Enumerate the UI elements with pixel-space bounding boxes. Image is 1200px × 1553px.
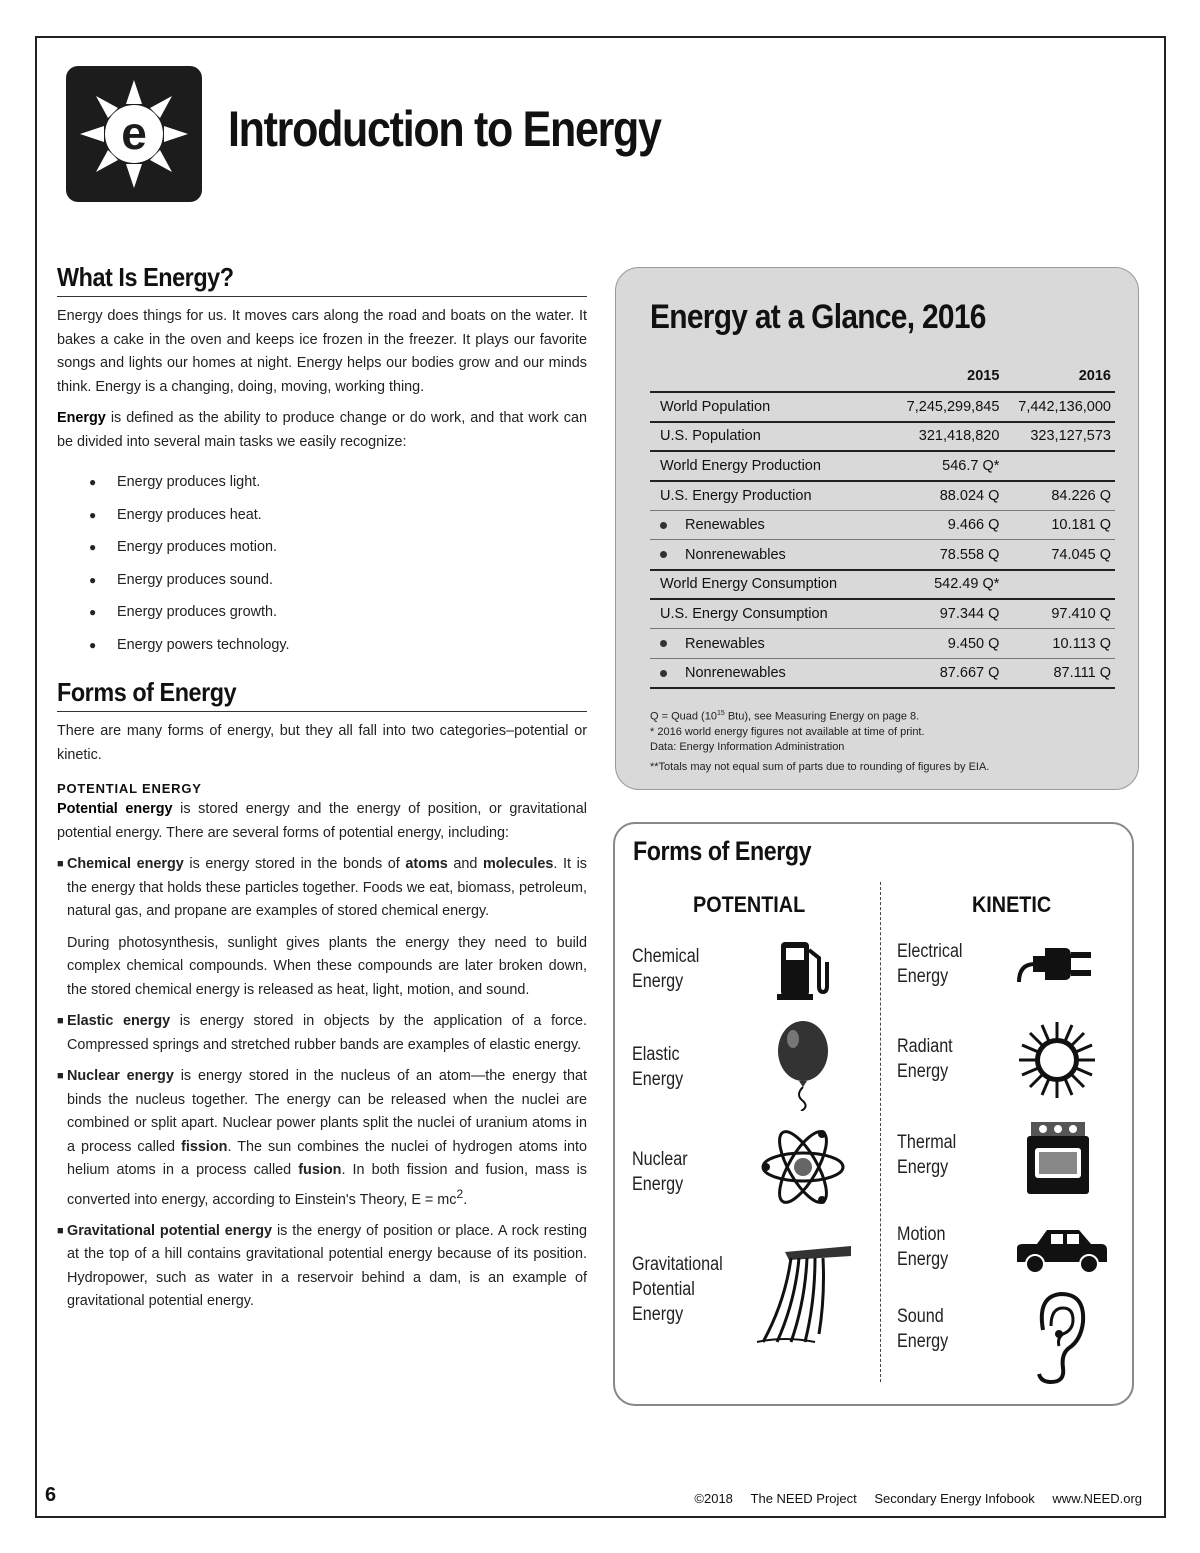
fission-term: fission xyxy=(181,1138,228,1155)
row-label xyxy=(650,570,892,600)
balloon-icon xyxy=(773,1019,833,1111)
value-2015: 9.450 Q xyxy=(892,629,1004,659)
potential-energy-subheading: POTENTIAL ENERGY xyxy=(57,781,202,796)
radiant-energy-label xyxy=(897,1034,953,1084)
value-2015: 87.667 Q xyxy=(892,658,1004,688)
row-label xyxy=(650,629,892,659)
value-2015: 78.558 Q xyxy=(892,540,1004,570)
elastic-energy-item xyxy=(57,1010,587,1057)
what-is-energy-heading: What Is Energy? xyxy=(57,262,234,292)
left-column xyxy=(57,262,587,1314)
list-item: ● Energy produces light. xyxy=(89,466,587,499)
footer-book: Secondary Energy Infobook xyxy=(874,1491,1035,1506)
potential-column-heading: POTENTIAL xyxy=(693,892,806,917)
row-label-text: U.S. Population xyxy=(660,428,761,445)
value-2015: 7,245,299,845 xyxy=(892,392,1004,422)
value-2016 xyxy=(1003,451,1115,481)
label-line: Energy xyxy=(897,1249,949,1270)
thermal-energy-label xyxy=(897,1130,956,1180)
table-row xyxy=(650,422,1115,452)
square-bullet-icon: ■ xyxy=(57,1015,64,1027)
bullet-dot-icon xyxy=(660,670,667,677)
value-2015: 97.344 Q xyxy=(892,599,1004,629)
value-2015: 321,418,820 xyxy=(892,422,1004,452)
label-line: Energy xyxy=(897,1331,949,1352)
energy-tasks-list xyxy=(89,466,587,661)
label-line: Energy xyxy=(632,1069,684,1090)
forms-heading-rule xyxy=(57,677,587,712)
nuclear-text-1: is energy stored in the nucleus of an atom—the energy that binds the nucleus together. The energy can be released when the nuclei are combined or split apart. Nuclear power plants split the nuclei of uranium atoms in a process called xyxy=(67,1068,588,1155)
gravitational-energy-text: is the energy of position or place. A rock resting at the top of a hill contains gravitational potential energy because of its position. Hydropower, such as water in a reservoir behind a dam, is an example of gravitational potential energy. xyxy=(67,1222,587,1310)
label-line: Chemical xyxy=(632,946,700,967)
header-2015: 2015 xyxy=(892,366,1004,392)
label-line: Elastic xyxy=(632,1044,680,1065)
forms-of-energy-box xyxy=(613,822,1134,1406)
forms-box-title: Forms of Energy xyxy=(633,836,812,866)
bullet-dot-icon xyxy=(660,640,667,647)
table-subrow xyxy=(650,540,1115,570)
row-label xyxy=(650,540,892,570)
chemical-text-2: and xyxy=(447,856,483,872)
what-is-energy-heading-rule xyxy=(57,262,587,297)
plug-icon xyxy=(1015,942,1095,986)
sound-energy-label xyxy=(897,1304,948,1354)
what-is-energy-para2 xyxy=(57,407,587,454)
gravitational-energy-label xyxy=(632,1252,723,1327)
glance-title: Energy at a Glance, 2016 xyxy=(650,298,986,336)
label-line: Thermal xyxy=(897,1132,957,1153)
value-2016: 87.111 Q xyxy=(1003,658,1115,688)
atom-icon xyxy=(760,1122,846,1212)
fusion-term: fusion xyxy=(298,1162,342,1178)
nuclear-text-end: . xyxy=(463,1191,468,1208)
chemical-text-3: . It is the energy that holds these particles together. Foods we eat, biomass, petroleum, natural gas, and propane are examples of stored chemical energy. xyxy=(67,856,587,919)
table-row xyxy=(650,570,1115,600)
squared-superscript: 2 xyxy=(456,1186,464,1201)
list-item: ● Energy produces motion. xyxy=(89,531,587,564)
value-2016: 7,442,136,000 xyxy=(1003,392,1115,422)
potential-energy-para xyxy=(57,798,587,845)
chemical-text-1: is energy stored in the bonds of xyxy=(183,856,406,872)
value-2015: 542.49 Q* xyxy=(892,570,1004,600)
chemical-energy-label xyxy=(632,944,699,994)
label-line: Energy xyxy=(897,1061,949,1082)
elastic-energy-text: is energy stored in objects by the application of a force. Compressed springs and stretched rubber bands are examples of elastic energy. xyxy=(67,1013,588,1053)
kinetic-column-heading: KINETIC xyxy=(972,892,1052,917)
value-2016: 84.226 Q xyxy=(1003,481,1115,511)
list-item: ● Energy powers technology. xyxy=(89,629,587,662)
header-2016: 2016 xyxy=(1003,366,1115,392)
row-label-text: World Population xyxy=(660,398,771,415)
label-line: Motion xyxy=(897,1224,946,1245)
value-2015: 546.7 Q* xyxy=(892,451,1004,481)
row-label-text: World Energy Production xyxy=(660,457,821,474)
waterfall-icon xyxy=(755,1242,855,1346)
square-bullet-icon: ■ xyxy=(57,1224,64,1237)
table-subrow xyxy=(650,629,1115,659)
table-row xyxy=(650,481,1115,511)
row-label-text: U.S. Energy Consumption xyxy=(660,606,828,623)
label-line: Energy xyxy=(897,1157,949,1178)
row-label xyxy=(650,481,892,511)
glance-table-body xyxy=(650,392,1115,688)
label-line: Energy xyxy=(897,966,949,987)
table-subrow xyxy=(650,658,1115,688)
footer-url[interactable]: www.NEED.org xyxy=(1052,1491,1142,1506)
label-line: Nuclear xyxy=(632,1149,688,1170)
list-item: ● Energy produces growth. xyxy=(89,596,587,629)
row-label-text: U.S. Energy Production xyxy=(660,487,812,504)
bullet-dot-icon xyxy=(660,551,667,558)
data-source-note: Data: Energy Information Administration xyxy=(650,740,845,753)
energy-definition: is defined as the ability to produce change or do work, and that work can be divided into several main tasks we easily recognize: xyxy=(57,410,587,450)
atoms-term: atoms xyxy=(405,856,448,872)
square-bullet-icon: ■ xyxy=(57,1070,64,1082)
value-2016: 10.181 Q xyxy=(1003,510,1115,540)
ear-icon xyxy=(1031,1290,1087,1386)
table-row xyxy=(650,392,1115,422)
row-label xyxy=(650,510,892,540)
glance-header-row xyxy=(650,366,1115,392)
glance-notes xyxy=(650,706,1110,775)
row-label xyxy=(650,658,892,688)
forms-intro: There are many forms of energy, but they all fall into two categories–potential or kinetic. xyxy=(57,723,587,763)
stove-icon xyxy=(1025,1120,1091,1196)
nuclear-energy-term: Nuclear energy xyxy=(67,1068,174,1084)
chemical-energy-item xyxy=(57,853,587,924)
quad-note-b: Btu), see Measuring Energy on page 8. xyxy=(724,710,920,723)
row-label xyxy=(650,422,892,452)
value-2016: 323,127,573 xyxy=(1003,422,1115,452)
row-label xyxy=(650,392,892,422)
energy-logo xyxy=(66,66,202,202)
value-2015: 88.024 Q xyxy=(892,481,1004,511)
row-label-text: Nonrenewables xyxy=(685,546,786,563)
value-2016: 74.045 Q xyxy=(1003,540,1115,570)
label-line: Gravitational xyxy=(632,1254,723,1275)
table-subrow xyxy=(650,510,1115,540)
label-line: Energy xyxy=(632,1304,684,1325)
table-row xyxy=(650,451,1115,481)
label-line: Sound xyxy=(897,1306,944,1327)
page-number: 6 xyxy=(45,1484,57,1506)
potential-energy-definition: is stored energy and the energy of position, or gravitational potential energy. There are several forms of potential energy, including: xyxy=(57,801,587,841)
value-2015: 9.466 Q xyxy=(892,510,1004,540)
row-label-text: Renewables xyxy=(685,635,765,652)
elastic-energy-label xyxy=(632,1042,683,1092)
energy-at-a-glance-box xyxy=(615,267,1139,790)
quad-note xyxy=(650,706,1110,725)
label-line: Potential xyxy=(632,1279,695,1300)
world-figures-note: * 2016 world energy figures not available at time of print. xyxy=(650,725,925,738)
motion-energy-label xyxy=(897,1222,948,1272)
row-label xyxy=(650,451,892,481)
row-label xyxy=(650,599,892,629)
nuclear-text-3: . In both fission and fusion, mass is converted into energy, according to Einstein's Theory, E = mc xyxy=(67,1162,587,1208)
svg-text:e: e xyxy=(121,107,147,159)
nuclear-text-2: . The sun combines the nuclei of hydrogen atoms into helium atoms in a process called xyxy=(67,1138,587,1178)
nuclear-energy-label xyxy=(632,1147,688,1197)
label-line: Energy xyxy=(632,1174,684,1195)
what-is-energy-para1: Energy does things for us. It moves cars along the road and boats on the water. It bakes a cake in the oven and keeps ice frozen in the freezer. It plays our favorite songs and lights our homes at night. Energy helps our bodies grow and our minds think. Energy is a changing, doing, moving, working thing. xyxy=(57,308,587,395)
photosynthesis-para: During photosynthesis, sunlight gives plants the energy they need to build complex chemical compounds. When these compounds are later broken down, the stored chemical energy is released as heat, light, motion, and sound. xyxy=(67,934,587,998)
square-bullet-icon: ■ xyxy=(57,858,64,870)
sun-e-icon xyxy=(66,66,202,202)
molecules-term: molecules xyxy=(483,856,554,872)
sun-icon xyxy=(1017,1020,1097,1100)
row-label-text: World Energy Consumption xyxy=(660,576,838,593)
chemical-energy-term: Chemical energy xyxy=(67,856,184,872)
label-line: Radiant xyxy=(897,1036,953,1057)
label-line: Energy xyxy=(632,971,684,992)
forms-of-energy-heading: Forms of Energy xyxy=(57,677,237,707)
elastic-energy-term: Elastic energy xyxy=(67,1013,171,1029)
quad-note-sup: 15 xyxy=(716,710,725,717)
footer xyxy=(680,1491,1142,1506)
value-2016: 10.113 Q xyxy=(1003,629,1115,659)
column-divider xyxy=(880,882,881,1382)
quad-note-a: Q = Quad (10 xyxy=(650,710,717,723)
nuclear-energy-item xyxy=(57,1065,587,1212)
value-2016: 97.410 Q xyxy=(1003,599,1115,629)
footer-copyright: ©2018 xyxy=(694,1491,733,1506)
value-2016 xyxy=(1003,570,1115,600)
gas-pump-icon xyxy=(775,936,831,1002)
header-blank xyxy=(650,366,892,392)
row-label-text: Renewables xyxy=(685,517,765,534)
page-title: Introduction to Energy xyxy=(228,101,661,157)
label-line: Electrical xyxy=(897,941,963,962)
gravitational-energy-term: Gravitational potential energy xyxy=(67,1222,272,1239)
bullet-dot-icon xyxy=(660,522,667,529)
energy-term: Energy xyxy=(57,410,106,426)
footer-org: The NEED Project xyxy=(750,1491,857,1506)
electrical-energy-label xyxy=(897,939,963,989)
list-item: ● Energy produces heat. xyxy=(89,499,587,532)
glance-table xyxy=(650,366,1115,689)
car-icon xyxy=(1013,1226,1109,1274)
list-item: ● Energy produces sound. xyxy=(89,564,587,597)
potential-energy-term: Potential energy xyxy=(57,801,173,817)
table-row xyxy=(650,599,1115,629)
row-label-text: Nonrenewables xyxy=(685,664,786,681)
rounding-note: **Totals may not equal sum of parts due to rounding of figures by EIA. xyxy=(650,760,990,773)
gravitational-energy-item xyxy=(57,1220,587,1314)
